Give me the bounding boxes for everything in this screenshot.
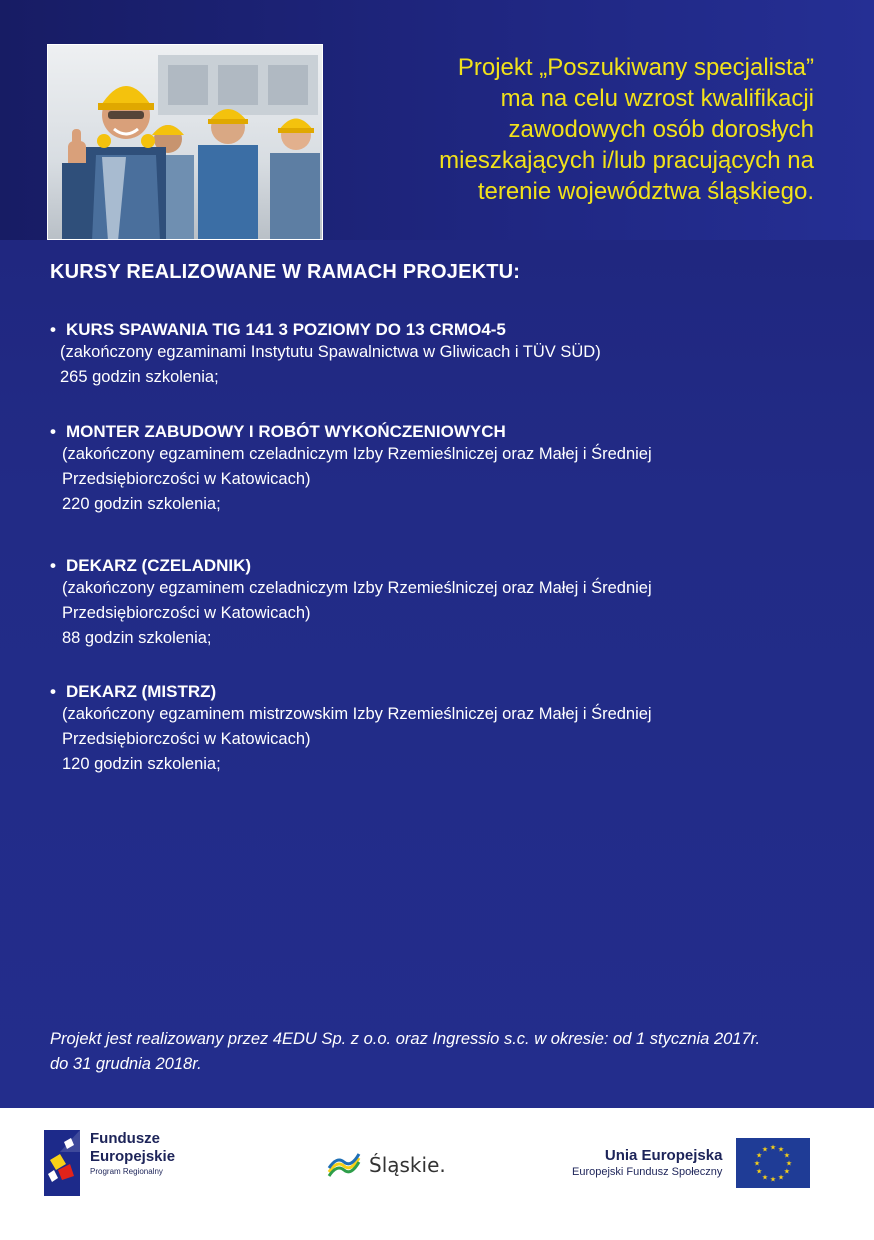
ue-text: [572, 1146, 722, 1180]
course-item: [50, 682, 652, 777]
tagline-line: ma na celu wzrost kwalifikacji: [500, 85, 814, 112]
eu-star-icon: ★: [762, 1174, 769, 1182]
slaskie-logo: [327, 1150, 446, 1180]
course-name: DEKARZ (CZELADNIK): [66, 556, 252, 575]
course-heading: [50, 556, 652, 576]
ue-line1: Unia Europejska: [604, 1147, 723, 1164]
course-desc-line: (zakończony egzaminem czeladniczym Izby Rzemieślniczej oraz Małej i Średniej: [62, 579, 652, 597]
course-name: DEKARZ (MISTRZ): [66, 682, 217, 701]
course-heading: [50, 422, 652, 442]
bullet-icon: •: [50, 320, 56, 339]
eu-star-icon: ★: [786, 1160, 793, 1168]
eu-star-icon: ★: [754, 1160, 761, 1168]
tagline-line: mieszkających i/lub pracujących na: [439, 147, 814, 174]
fundusze-text: [90, 1130, 175, 1178]
course-description: [50, 442, 652, 492]
fundusze-europejskie-logo: [44, 1130, 175, 1196]
course-item: [50, 320, 601, 390]
course-name: MONTER ZABUDOWY I ROBÓT WYKOŃCZENIOWYCH: [66, 422, 506, 441]
course-desc-line: Przedsiębiorczości w Katowicach): [62, 470, 311, 488]
tagline-line: terenie województwa śląskiego.: [477, 178, 814, 205]
logos-bar: [0, 1108, 874, 1240]
footer-note-line: Projekt jest realizowany przez 4EDU Sp. z o.o. oraz Ingressio s.c. w okresie: od 1 stycznia 2017r.: [50, 1030, 761, 1048]
course-description: [50, 576, 652, 626]
eu-star-icon: ★: [762, 1146, 769, 1154]
course-heading: [50, 320, 601, 340]
section-title: KURSY REALIZOWANE W RAMACH PROJEKTU:: [50, 261, 521, 283]
course-item: [50, 422, 652, 517]
bullet-icon: •: [50, 422, 56, 441]
bullet-icon: •: [50, 682, 56, 701]
course-desc-line: Przedsiębiorczości w Katowicach): [62, 730, 311, 748]
course-desc-line: Przedsiębiorczości w Katowicach): [62, 604, 311, 622]
footer-note-line: do 31 grudnia 2018r.: [50, 1055, 202, 1073]
ue-line2: Europejski Fundusz Społeczny: [572, 1166, 723, 1178]
eu-star-icon: ★: [756, 1168, 763, 1176]
eu-star-icon: ★: [784, 1152, 791, 1160]
eu-star-icon: ★: [778, 1174, 785, 1182]
project-tagline: [344, 52, 814, 207]
course-desc-line: (zakończony egzaminem czeladniczym Izby Rzemieślniczej oraz Małej i Średniej: [62, 445, 652, 463]
fundusze-line2: Europejskie: [90, 1148, 176, 1165]
tagline-line: zawodowych osób dorosłych: [508, 116, 814, 143]
eu-flag-icon: [736, 1138, 810, 1188]
project-footer-note: [50, 1027, 840, 1077]
slaskie-wave-icon: [327, 1150, 361, 1180]
course-item: [50, 556, 652, 651]
eu-star-icon: ★: [778, 1146, 785, 1154]
slaskie-text: Śląskie.: [369, 1153, 446, 1177]
fundusze-line3: Program Regionalny: [90, 1167, 163, 1176]
course-description: [50, 340, 601, 365]
eu-star-icon: ★: [784, 1168, 791, 1176]
course-desc-line: (zakończony egzaminami Instytutu Spawalnictwa w Gliwicach i TÜV SÜD): [60, 343, 601, 361]
course-heading: [50, 682, 652, 702]
workers-photo: [47, 44, 323, 240]
course-description: [50, 702, 652, 752]
eu-star-icon: ★: [770, 1176, 777, 1184]
worker-back-2: [270, 119, 320, 241]
fundusze-line1: Fundusze: [90, 1130, 160, 1147]
bullet-icon: •: [50, 556, 56, 575]
worker-front: [62, 86, 166, 240]
eu-star-icon: ★: [770, 1144, 777, 1152]
workers-illustration: [48, 45, 323, 240]
worker-back-1: [198, 109, 258, 240]
course-hours: 88 godzin szkolenia;: [62, 629, 212, 647]
eu-star-icon: ★: [756, 1152, 763, 1160]
course-hours: 220 godzin szkolenia;: [62, 495, 221, 513]
unia-europejska-logo: [572, 1138, 810, 1188]
course-desc-line: (zakończony egzaminem mistrzowskim Izby Rzemieślniczej oraz Małej i Średniej: [62, 705, 652, 723]
tagline-line: Projekt „Poszukiwany specjalista”: [457, 54, 814, 81]
course-hours: 265 godzin szkolenia;: [60, 368, 219, 386]
course-name: KURS SPAWANIA TIG 141 3 POZIOMY DO 13 CRMO4-5: [66, 320, 506, 339]
fundusze-europejskie-icon: [44, 1130, 80, 1196]
course-hours: 120 godzin szkolenia;: [62, 755, 221, 773]
